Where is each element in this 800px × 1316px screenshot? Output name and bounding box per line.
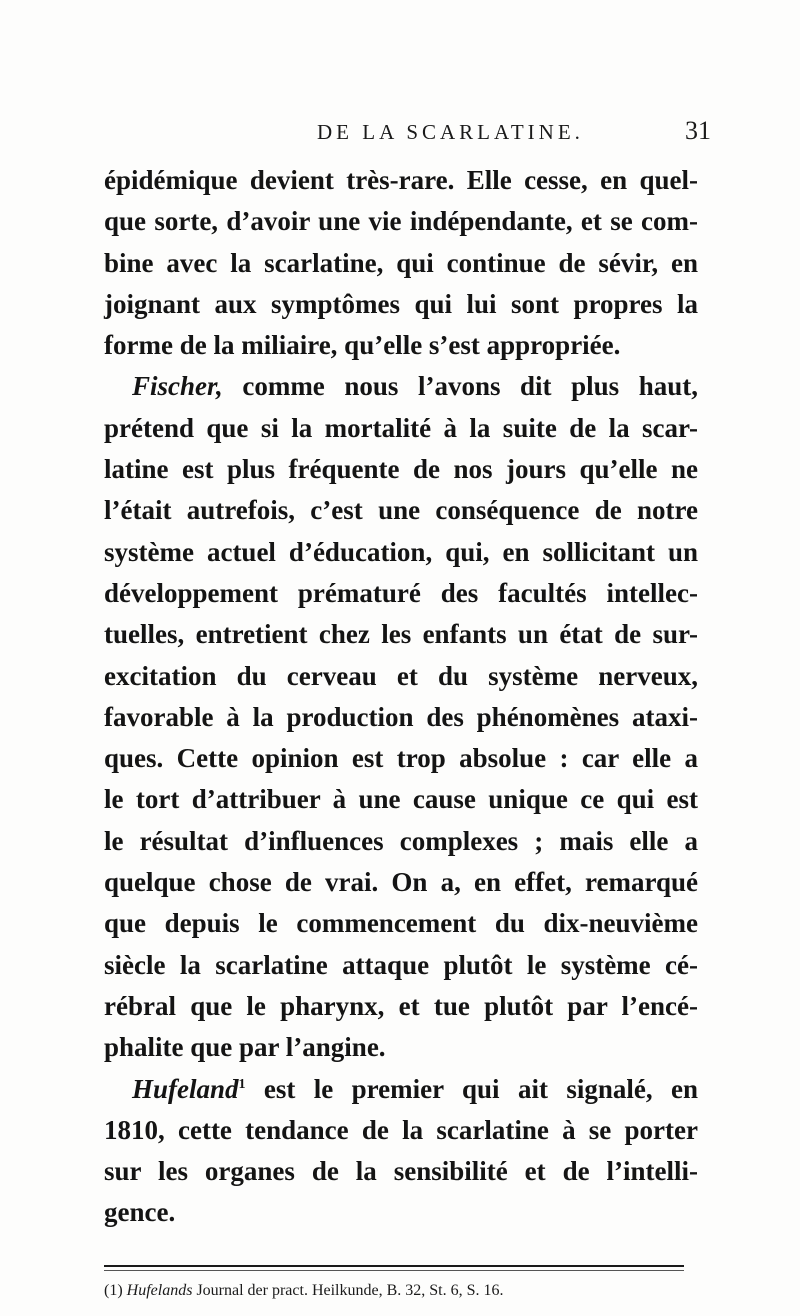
text-line: tuelles, entretient chez les enfants un état de sur- bbox=[104, 619, 698, 650]
text-line: le résultat d’influences complexes ; mais elle a bbox=[104, 825, 698, 856]
footnote-rule bbox=[104, 1265, 684, 1267]
author-name: Hufeland bbox=[132, 1073, 239, 1104]
text-line: que sorte, d’avoir une vie indépendante, et se com- bbox=[104, 206, 698, 237]
footnote-source: Hufelands bbox=[126, 1282, 193, 1299]
text-line: Hufeland$^1$ est le premier qui ait signalé, en bbox=[132, 1073, 698, 1104]
text-line: prétend que si la mortalité à la suite de la scar- bbox=[104, 412, 698, 443]
text-line: le tort d’attribuer à une cause unique ce qui est bbox=[104, 784, 698, 815]
author-name: Fischer, bbox=[132, 371, 223, 402]
text-line: développement prématuré des facultés intellec- bbox=[104, 577, 698, 608]
footnote-rule-thin bbox=[104, 1270, 684, 1271]
text-line: siècle la scarlatine attaque plutôt le système cé- bbox=[104, 949, 698, 980]
text-line: quelque chose de vrai. On a, en effet, remarqué bbox=[104, 867, 698, 898]
text-line: latine est plus fréquente de nos jours qu’elle ne bbox=[104, 454, 698, 485]
running-head bbox=[0, 116, 800, 156]
text-line: l’était autrefois, c’est une conséquence de notre bbox=[104, 495, 698, 526]
text-line: bine avec la scarlatine, qui continue de sévir, en bbox=[104, 247, 698, 278]
footnote-reference: 1 bbox=[238, 1076, 246, 1092]
footnote-marker: (1) bbox=[104, 1282, 123, 1299]
text-line: rébral que le pharynx, et tue plutôt par l’encé- bbox=[104, 990, 698, 1021]
text-line: Fischer, comme nous l’avons dit plus haut, bbox=[132, 371, 698, 402]
running-title: DE LA SCARLATINE. bbox=[317, 120, 584, 144]
text-line: système actuel d’éducation, qui, en sollicitant un bbox=[104, 536, 698, 567]
text-line: joignant aux symptômes qui lui sont propres la bbox=[104, 288, 698, 319]
text-line: que depuis le commencement du dix-neuvième bbox=[104, 908, 698, 939]
text-line: sur les organes de la sensibilité et de l’intelli- bbox=[104, 1156, 698, 1187]
text-line: gence. bbox=[104, 1197, 176, 1228]
text-line: phalite que par l’angine. bbox=[104, 1032, 386, 1063]
footnote bbox=[104, 1280, 704, 1302]
page-number: 31 bbox=[685, 116, 711, 145]
text-line: favorable à la production des phénomènes ataxi- bbox=[104, 701, 698, 732]
text-line: excitation du cerveau et du système nerveux, bbox=[104, 660, 698, 691]
text-line: 1810, cette tendance de la scarlatine à se porter bbox=[104, 1114, 698, 1145]
text-line: épidémique devient très-rare. Elle cesse, en quel- bbox=[104, 165, 698, 195]
text-line: ques. Cette opinion est trop absolue : car elle a bbox=[104, 743, 698, 774]
text-line: forme de la miliaire, qu’elle s’est appropriée. bbox=[104, 330, 621, 361]
footnote-text: Journal der pract. Heilkunde, B. 32, St. 6, S. 16. bbox=[192, 1282, 504, 1299]
body-text bbox=[104, 160, 698, 1234]
